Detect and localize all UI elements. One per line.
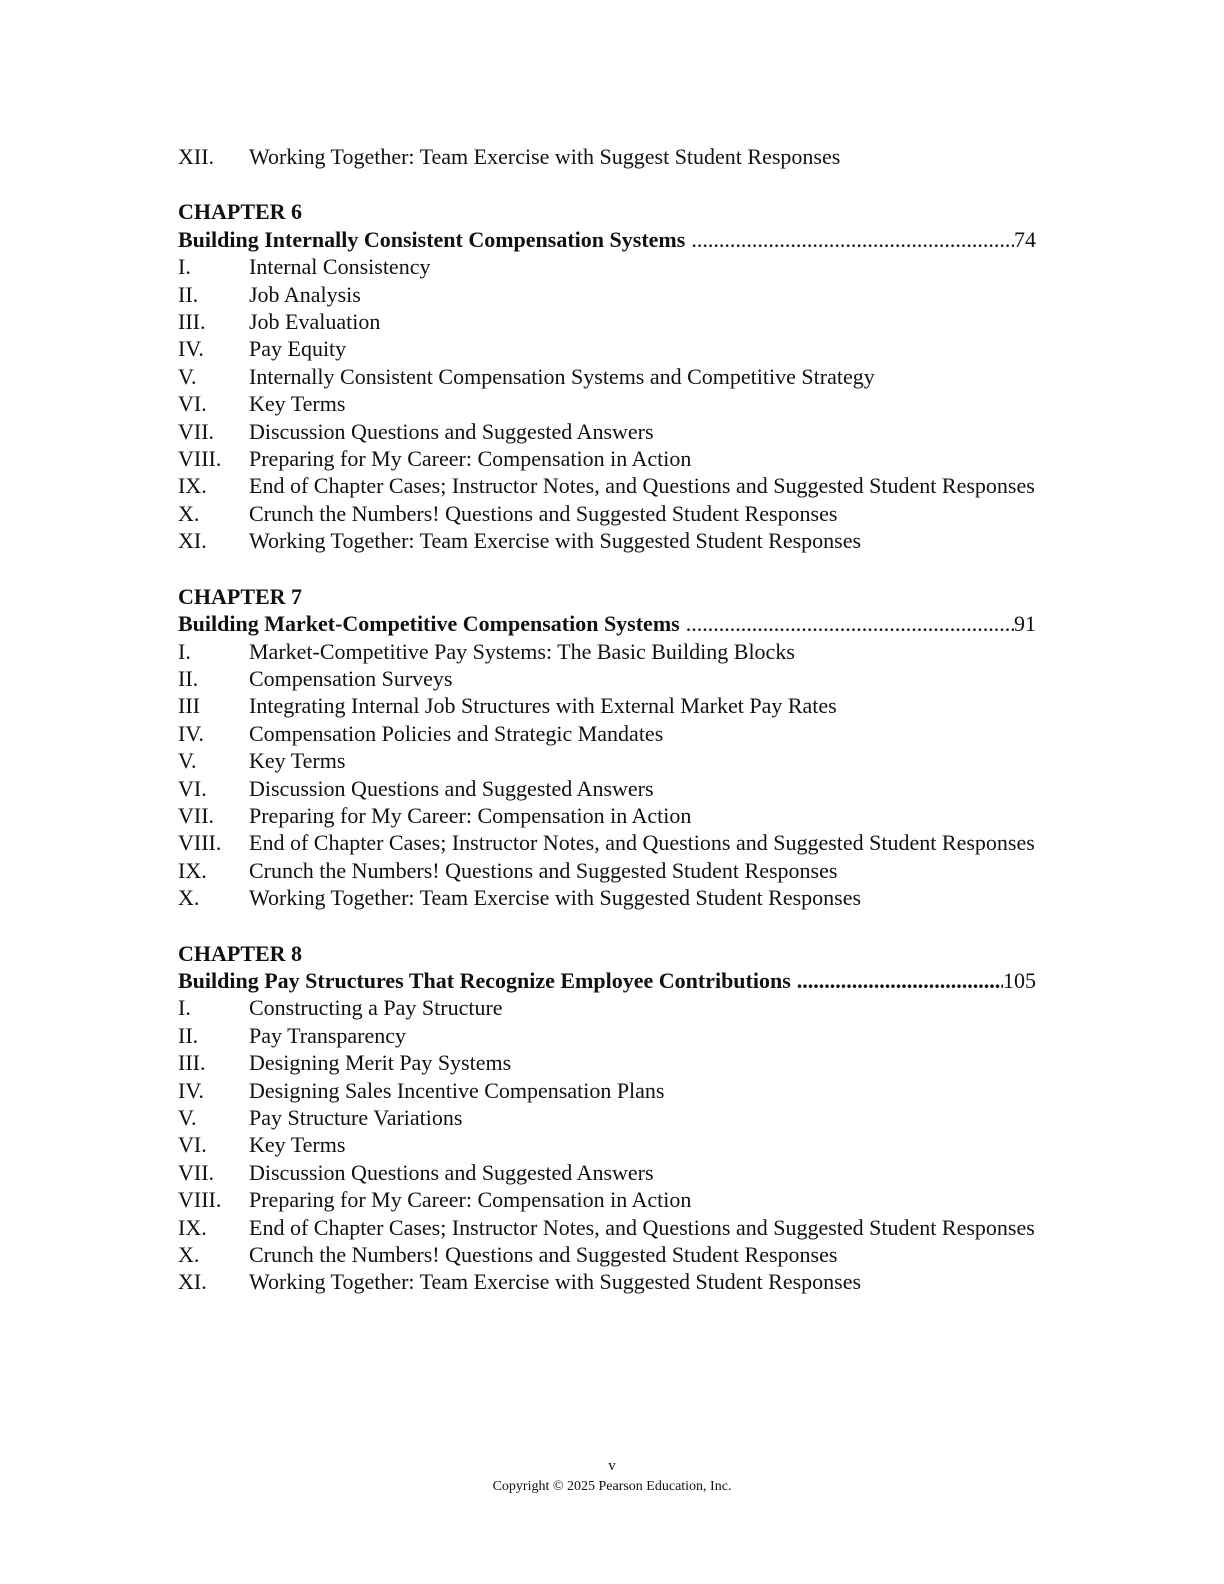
toc-item bbox=[178, 720, 1036, 747]
toc-item bbox=[178, 253, 1036, 280]
toc-item bbox=[178, 281, 1036, 308]
dot-leader bbox=[797, 967, 1003, 994]
toc-item-number: VII. bbox=[178, 1159, 215, 1185]
toc-item-number: III. bbox=[178, 309, 206, 335]
toc-item-label: Crunch the Numbers! Questions and Suggested Student Responses bbox=[249, 1242, 838, 1268]
toc-item bbox=[178, 775, 1036, 802]
chapter-title: Building Pay Structures That Recognize Employee Contributions bbox=[178, 967, 791, 993]
toc-item-number: IV. bbox=[178, 336, 204, 362]
toc-item-number: VI. bbox=[178, 1132, 207, 1158]
chapter-7-section bbox=[178, 583, 1036, 912]
toc-item-label: Discussion Questions and Suggested Answers bbox=[249, 1159, 654, 1185]
toc-item-number: IX. bbox=[178, 1214, 207, 1240]
toc-item-number: V. bbox=[178, 363, 197, 389]
toc-item-label: Pay Transparency bbox=[249, 1022, 407, 1048]
toc-item-label: Constructing a Pay Structure bbox=[249, 995, 503, 1021]
toc-item-number: I. bbox=[178, 254, 191, 280]
chapter-heading: CHAPTER 7 bbox=[178, 583, 303, 609]
toc-item bbox=[178, 857, 1036, 884]
table-of-contents bbox=[178, 143, 1036, 1296]
toc-item bbox=[178, 390, 1036, 417]
toc-item bbox=[178, 363, 1036, 390]
toc-item-label: Discussion Questions and Suggested Answers bbox=[249, 775, 654, 801]
toc-item-label: Preparing for My Career: Compensation in Action bbox=[249, 446, 692, 472]
toc-item-label: Compensation Surveys bbox=[249, 665, 453, 691]
toc-item-label: Job Analysis bbox=[249, 281, 361, 307]
toc-item bbox=[178, 665, 1036, 692]
toc-item-number: II. bbox=[178, 281, 199, 307]
toc-item bbox=[178, 1104, 1036, 1131]
toc-item-number: III bbox=[178, 693, 200, 719]
toc-item-label: Key Terms bbox=[249, 748, 346, 774]
toc-item bbox=[178, 335, 1036, 362]
toc-item-number: IV. bbox=[178, 1077, 204, 1103]
toc-item-label: End of Chapter Cases; Instructor Notes, and Questions and Suggested Student Responses bbox=[249, 473, 1035, 499]
toc-item-number: IV. bbox=[178, 720, 204, 746]
toc-item-number: IX. bbox=[178, 473, 207, 499]
toc-item-label: Designing Merit Pay Systems bbox=[249, 1050, 512, 1076]
toc-item-label: Job Evaluation bbox=[249, 309, 381, 335]
toc-item bbox=[178, 445, 1036, 472]
toc-item bbox=[178, 1131, 1036, 1158]
toc-item bbox=[178, 802, 1036, 829]
toc-item bbox=[178, 308, 1036, 335]
toc-item-label: Working Together: Team Exercise with Suggested Student Responses bbox=[249, 528, 862, 554]
toc-item bbox=[178, 527, 1036, 554]
dot-leader bbox=[686, 610, 1014, 637]
chapter-title-row[interactable] bbox=[178, 967, 1036, 994]
toc-item-label: Working Together: Team Exercise with Suggested Student Responses bbox=[249, 885, 862, 911]
toc-item-label: Pay Equity bbox=[249, 336, 347, 362]
toc-item-number: X. bbox=[178, 500, 200, 526]
toc-item-label: Working Together: Team Exercise with Suggested Student Responses bbox=[249, 1269, 862, 1295]
dot-leader bbox=[691, 226, 1014, 253]
chapter-page-number: 105 bbox=[1003, 967, 1036, 993]
toc-item-number: XII. bbox=[178, 144, 215, 169]
toc-item-label: Compensation Policies and Strategic Mandates bbox=[249, 720, 664, 746]
toc-item-number: VIII. bbox=[178, 830, 222, 856]
chapter-title-row[interactable] bbox=[178, 610, 1036, 637]
toc-item-number: IX. bbox=[178, 857, 207, 883]
toc-item bbox=[178, 1268, 1036, 1295]
chapter-page-number: 91 bbox=[1014, 611, 1036, 637]
toc-item-label: End of Chapter Cases; Instructor Notes, and Questions and Suggested Student Responses bbox=[249, 1214, 1035, 1240]
toc-item-number: X. bbox=[178, 885, 200, 911]
chapter-8-section bbox=[178, 940, 1036, 1296]
toc-item-label: Working Together: Team Exercise with Suggest Student Responses bbox=[249, 144, 841, 169]
toc-item-number: VI. bbox=[178, 391, 207, 417]
toc-item-number: III. bbox=[178, 1050, 206, 1076]
chapter-title-row[interactable] bbox=[178, 226, 1036, 253]
toc-item-label: Key Terms bbox=[249, 391, 346, 417]
toc-item-label: Internal Consistency bbox=[249, 254, 431, 280]
toc-item-label: Preparing for My Career: Compensation in Action bbox=[249, 1187, 692, 1213]
toc-item bbox=[178, 1159, 1036, 1186]
toc-item bbox=[178, 638, 1036, 665]
toc-item bbox=[178, 143, 1036, 170]
toc-item bbox=[178, 994, 1036, 1021]
toc-item bbox=[178, 1077, 1036, 1104]
chapter-6-section bbox=[178, 198, 1036, 554]
footer-page-number: v bbox=[608, 1458, 616, 1474]
toc-item bbox=[178, 1022, 1036, 1049]
toc-item-number: I. bbox=[178, 995, 191, 1021]
toc-item bbox=[178, 1186, 1036, 1213]
toc-item bbox=[178, 1214, 1036, 1241]
toc-item-label: Pay Structure Variations bbox=[249, 1105, 463, 1130]
chapter-heading: CHAPTER 8 bbox=[178, 940, 303, 966]
toc-item-label: Market-Competitive Pay Systems: The Basic Building Blocks bbox=[249, 638, 795, 664]
toc-item-number: V. bbox=[178, 1105, 197, 1130]
toc-item bbox=[178, 472, 1036, 499]
toc-item-number: VII. bbox=[178, 418, 215, 444]
chapter-page-number: 74 bbox=[1014, 226, 1036, 252]
toc-item-label: Crunch the Numbers! Questions and Suggested Student Responses bbox=[249, 857, 838, 883]
toc-item-label: Designing Sales Incentive Compensation Plans bbox=[249, 1077, 665, 1103]
toc-item-number: VI. bbox=[178, 775, 207, 801]
toc-item-label: Discussion Questions and Suggested Answers bbox=[249, 418, 654, 444]
toc-item bbox=[178, 418, 1036, 445]
toc-item-number: X. bbox=[178, 1242, 200, 1268]
toc-item-label: Internally Consistent Compensation Systems and Competitive Strategy bbox=[249, 363, 875, 389]
toc-item-number: VII. bbox=[178, 802, 215, 828]
footer-copyright: Copyright © 2025 Pearson Education, Inc. bbox=[492, 1479, 732, 1494]
toc-item-label: Crunch the Numbers! Questions and Suggested Student Responses bbox=[249, 500, 838, 526]
toc-item-number: VIII. bbox=[178, 446, 222, 472]
toc-item-label: Integrating Internal Job Structures with External Market Pay Rates bbox=[249, 693, 837, 719]
toc-item bbox=[178, 692, 1036, 719]
toc-item-label: Key Terms bbox=[249, 1132, 346, 1158]
toc-item-number: XI. bbox=[178, 528, 207, 554]
toc-item-number: II. bbox=[178, 1022, 199, 1048]
chapter-title: Building Internally Consistent Compensation Systems bbox=[178, 226, 686, 252]
toc-item bbox=[178, 829, 1036, 856]
toc-item-number: XI. bbox=[178, 1269, 207, 1295]
toc-item bbox=[178, 1049, 1036, 1076]
toc-item-number: V. bbox=[178, 748, 197, 774]
toc-item bbox=[178, 1241, 1036, 1268]
toc-item bbox=[178, 884, 1036, 911]
chapter-heading: CHAPTER 6 bbox=[178, 199, 303, 225]
toc-item-number: I. bbox=[178, 638, 191, 664]
toc-item-number: II. bbox=[178, 665, 199, 691]
toc-item-number: VIII. bbox=[178, 1187, 222, 1213]
chapter-title: Building Market-Competitive Compensation Systems bbox=[178, 611, 680, 637]
toc-item bbox=[178, 747, 1036, 774]
toc-item bbox=[178, 500, 1036, 527]
toc-item-label: Preparing for My Career: Compensation in Action bbox=[249, 802, 692, 828]
toc-item-label: End of Chapter Cases; Instructor Notes, and Questions and Suggested Student Responses bbox=[249, 830, 1035, 856]
